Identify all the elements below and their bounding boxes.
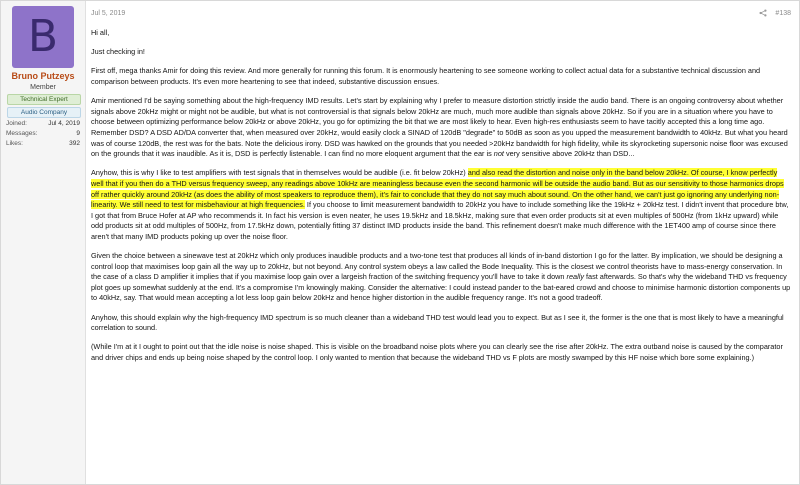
post-actions <box>759 9 791 17</box>
paragraph-4 <box>91 251 791 304</box>
stat-value: 9 <box>76 130 80 137</box>
paragraph-3 <box>91 168 791 242</box>
emphasis: really <box>566 272 584 282</box>
banner-technical-expert: Technical Expert <box>7 94 81 105</box>
checking-in: Just checking in! <box>91 47 145 57</box>
paragraph-5: Anyhow, this should explain why the high-frequency IMD spectrum is so much cleaner than a wideband THD test would lead you to expect. But as I see it, the former is the one that is most likely to have a meaningful correlation to sound. <box>91 312 784 333</box>
greeting: Hi all, <box>91 28 110 37</box>
user-stats <box>6 119 80 149</box>
highlighted-text: and also read the distortion and noise only in the band below 20kHz. Of course, I know perfectly well that if you then do a THD versus frequency sweep, any readings above 10kHz are meaningless because even the second harmonic will be outside the audio band. But as our sensitivity to those harmonics drops off rather quickly around 20kHz (as does the ability of most speakers to reproduce them), it's fair to conclude that they do not say much about sound. On the other hand, we can't just go ignoring any underlying non-linearity. We still need to test for misbehaviour at high frequencies. <box>91 168 784 210</box>
post-number-link[interactable]: #138 <box>775 9 791 17</box>
stat-value: 392 <box>69 140 80 147</box>
stat-label: Messages: <box>6 130 38 137</box>
stat-label: Likes: <box>6 140 23 147</box>
emphasis: not <box>493 149 504 159</box>
user-title: Member <box>30 84 56 91</box>
share-icon[interactable] <box>759 9 767 17</box>
text-run: If you choose to limit measurement bandwidth to 20kHz you have to include something like the 19kHz + 20kHz test. I didn't invent that procedure btw, I got that from Bruce Hofer at AP who recommends it. In fact his version is even neater, he uses 19.5kHz and 18.5kHz, making sure that even order products sit at even multiples of 500Hz (from 1kHz upward) while odd products sit at odd multiples of 500Hz, from 17.5kHz down, potentially fitting 37 distinct IMD products inside the band. This refinement doesn't make much difference with the 1ET400 amp of course since there aren't that many IMD products poking up over the noise floor. <box>91 200 789 241</box>
paragraph-2 <box>91 96 791 160</box>
post-content <box>85 1 799 484</box>
avatar[interactable]: B <box>12 6 74 68</box>
stat-label: Joined: <box>6 120 27 127</box>
text-run: Anyhow, this is why I like to test amplifiers with test signals that in themselves would be audible (i.e. fit below 20kHz) <box>91 168 468 178</box>
stat-messages <box>6 129 80 139</box>
text-run: Amir mentioned I'd be saying something about the high-frequency IMD results. Let's start by explaining why I prefer to measure distortion strictly inside the audio band. There is an ongoing controversy about whether signals above 20kHz might or might not be audible, but what is not controversial is that signals below 20kHz are much, much more audible than signals above 20kHz. So if you are in a situation where you have to choose between optimizing performance below 20kHz or above 20kHz, you go for optimizing the bit that we are most likely to hear. Even high-res enthusiasts seem to have tacitly accepted this a long time ago. Remember DSD? A DSD AD/DA converter that, when measured over 20kHz, would easily clock a SINAD of 120dB "degrade" to 50dB as soon as you upped the measurement bandwidth to 40kHz. But what you heard was of course 120dB, the rest was for the bats. Note the delicious irony. DSD was hawked on the grounds that you needed >20kHz bandwidth for high fidelity, while its skyrocketing supersonic noise floor was excused on the grounds that it was inaudible. As it is, DSD is perfectly listenable. I can find no more eloquent argument that the ear is <box>91 96 788 159</box>
paragraph-1: First off, mega thanks Amir for doing this review. And more generally for running this forum. It is enormously heartening to see someone working to collect actual data for a substantive technical discussion and comparison between products. It's even more heartening to see that indeed, substantive discussion ensues. <box>91 66 761 86</box>
stat-joined <box>6 119 80 129</box>
banner-audio-company: Audio Company <box>7 107 81 118</box>
text-run: Given the choice between a sinewave test at 20kHz which only produces inaudible products and a two-tone test that produces all kinds of in-band distortion I go for the latter. By implication, we should be designing a control loop that maximises loop gain all the way up to 20kHz, but not beyond. Any control system obeys a law called the Bode Inequality. This is the closest we control theorists have to mass-energy conservation. In the case of a class D amplifier it implies that if you maximise loop gain over a largeish fraction of the switching frequency you'll have to take it down <box>91 251 783 282</box>
text-run: very sensitive above 20kHz than DSD... <box>503 149 635 159</box>
paragraph-6: (While I'm at it I ought to point out that the idle noise is noise shaped. This is visible on the broadband noise plots where you can clearly see the rise after 20kHz. The extra outband noise is caused by the comparator and driver chips and ends up being noise shaped by the control loop. I only wanted to mention that because the wideband THD vs F plots are mostly swamped by this HF noise which bore some explaining.) <box>91 342 783 362</box>
stat-value: Jul 4, 2019 <box>48 120 80 127</box>
stat-likes <box>6 139 80 149</box>
post-date-link[interactable]: Jul 5, 2019 <box>91 10 126 17</box>
username-link[interactable]: Bruno Putzeys <box>11 71 75 81</box>
user-info-panel <box>1 1 86 484</box>
text-run: fast afterwards. So that's why the wideband THD vs frequency plot goes up somewhat suddenly at the end. It's a compromise I'm knowingly making. Consider the alternative: I could instead pander to the bat-eared crowd and choose to minimise harmonic distortion components up to 40kHz, say. That would mean accepting a lot less loop gain below 20kHz and hence higher distortion in the audible frequency range. It's not a good tradeoff. <box>91 272 791 303</box>
post-body <box>91 28 791 372</box>
